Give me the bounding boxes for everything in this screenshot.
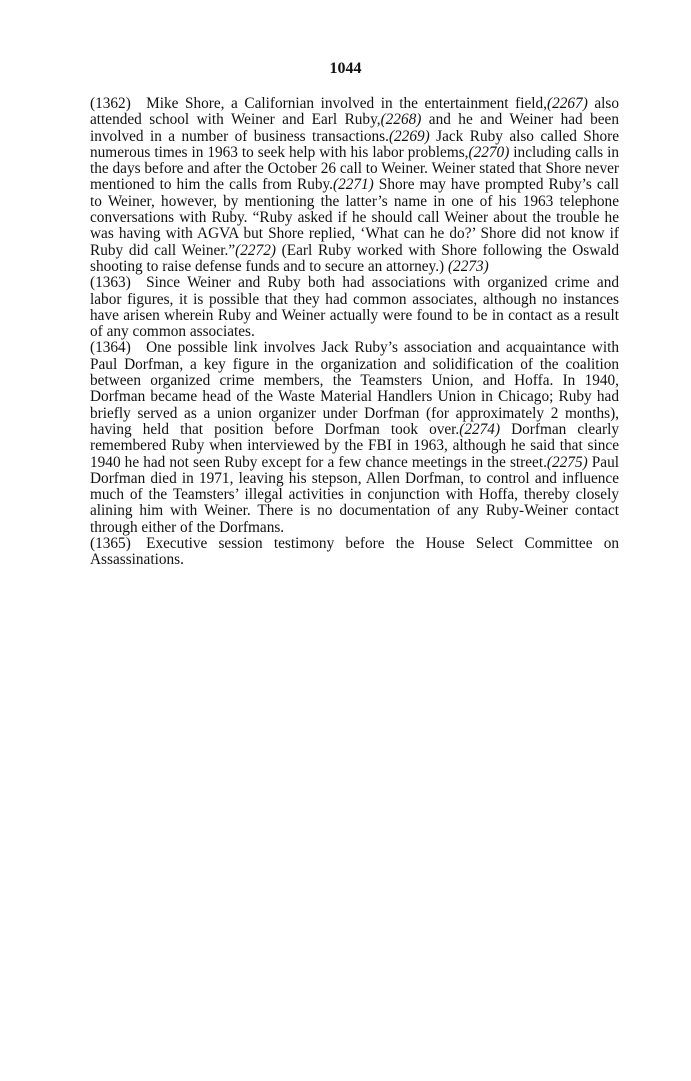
footnote-reference: (2271) [332,176,374,194]
paragraph [90,340,619,536]
paragraph [90,96,619,275]
paragraph-number: (1363) [90,274,131,292]
text-segment: Shore may have prompted Ruby’s call to Weiner, however, by mentioning the latter’s name in one of his 1963 telephone conversations with Ruby. “Ruby asked if he should call Weiner about the trouble he was having with AGVA but Shore replied, ‘What can he do?’ Shore did not know if Ruby did call Weiner.” [90,176,619,259]
paragraph-number: (1362) [90,95,131,112]
paragraph-number: (1365) [90,535,131,553]
body-text [90,96,619,569]
text-segment: Since Weiner and Ruby both had associations with organized crime and labor figures, it is possible that they had common associates, although no instances have arisen wherein Ruby and Weiner actually were found to be in contact as a result of any common associates. [90,274,619,341]
footnote-reference: (2267) [547,95,588,112]
paragraph [90,536,619,569]
text-segment: Executive session testimony before the House Select Committee on Assassinations. [90,535,619,569]
text-segment: Mike Shore, a Californian involved in the entertainment field, [146,95,547,112]
text-segment: also attended school with Weiner and Earl Ruby, [90,95,620,129]
page-number: 1044 [329,60,362,77]
paragraph [90,275,619,340]
text-segment: One possible link involves Jack Ruby’s association and acquaintance with Paul Dorfman, a key figure in the organization and solidification of the coalition between organized crime members, the Teamsters Union, and Hoffa. In 1940, Dorfman became head of the Waste Material Handlers Union in Chicago; Ruby had briefly served as a union organizer under Dorfman (for approximately 2 months), having held that position before Dorfman took over. [90,339,619,438]
text-segment: Jack Ruby also called Shore numerous times in 1963 to seek help with his labor problems, [90,127,619,161]
footnote-reference: (2275) [546,453,588,471]
text-segment: and he and Weiner had been involved in a number of business transactions. [90,111,619,145]
text-segment: Paul Dorfman died in 1971, leaving his stepson, Allen Dorfman, to control and influence much of the Teamsters’ illegal activities in conjunction with Hoffa, thereby closely alining him with Weiner. There is no documentation of any Ruby-Weiner contact through either of the Dorfmans. [90,453,619,536]
text-segment: (Earl Ruby worked with Shore following the Oswald shooting to raise defense funds and to secure an attorney.) [90,241,619,275]
footnote-reference: (2272) [235,241,276,259]
footnote-reference: (2270) [468,143,510,161]
text-segment: Dorfman clearly remembered Ruby when interviewed by the FBI in 1963, although he said that since 1940 he had not seen Ruby except for a few chance meetings in the street. [90,420,619,471]
paragraph-number: (1364) [90,339,131,357]
footnote-reference: (2269) [388,127,430,145]
footnote-reference: (2268) [380,111,422,129]
footnote-reference: (2274) [459,420,501,438]
footnote-reference: (2273) [447,257,489,275]
text-segment: including calls in the days before and after the October 26 call to Weiner. Weiner stated that Shore never mentioned to him the calls from Ruby. [90,143,619,194]
